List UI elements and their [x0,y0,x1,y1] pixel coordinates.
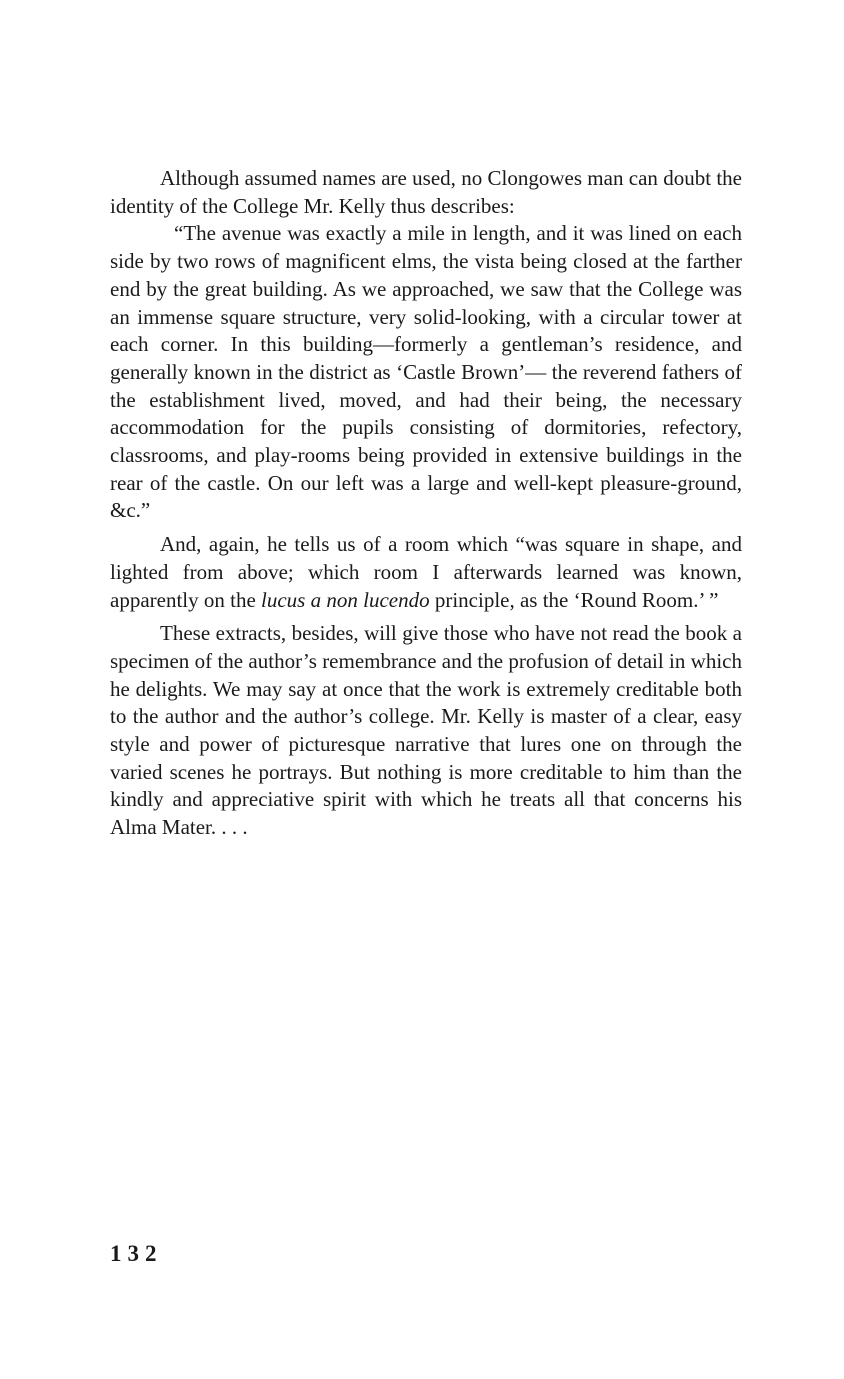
paragraph-avenue-quote: “The avenue was exactly a mile in length, and it was lined on each side by two rows of magnificent elms, the vista being closed at the farther end by the great building. As we approached, we saw that the College was an immense square structure, very solid-looking, with a circular tower at each corner. In this building—formerly a gentleman’s residence, and generally known in the district as ‘Castle Brown’— the reverend fathers of the establishment lived, moved, and had their being, the necessary accommodation for the pupils consisting of dormitories, refectory, classrooms, and play-rooms being provided in extensive buildings in the rear of the castle. On our left was a large and well-kept pleasure-ground, &c.” [110,221,742,523]
paragraph-round-room-before: And, again, he tells us of a room which “was square in shape, and lighted from above; which room I afterwards learned was known, apparently on the [110,532,742,612]
paragraph-extracts: These extracts, besides, will give those who have not read the book a specimen of the author’s remembrance and the profusion of detail in which he delights. We may say at once that the work is extremely creditable both to the author and the author’s college. Mr. Kelly is master of a clear, easy style and power of picturesque narrative that lures one on through the varied scenes he portrays. But nothing is more creditable to him than the kindly and appreciative spirit with which he treats all that concerns his Alma Mater. . . . [110,621,742,840]
paragraph-intro: Although assumed names are used, no Clongowes man can doubt the identity of the College Mr. Kelly thus describes: [110,166,742,218]
paragraph-round-room-after: principle, as the ‘Round Room.’ ” [429,587,719,612]
latin-phrase: lucus a non lucendo [261,587,430,612]
body-text [110,165,742,842]
paragraph-round-room [110,531,742,614]
page-number: 132 [110,1241,163,1266]
